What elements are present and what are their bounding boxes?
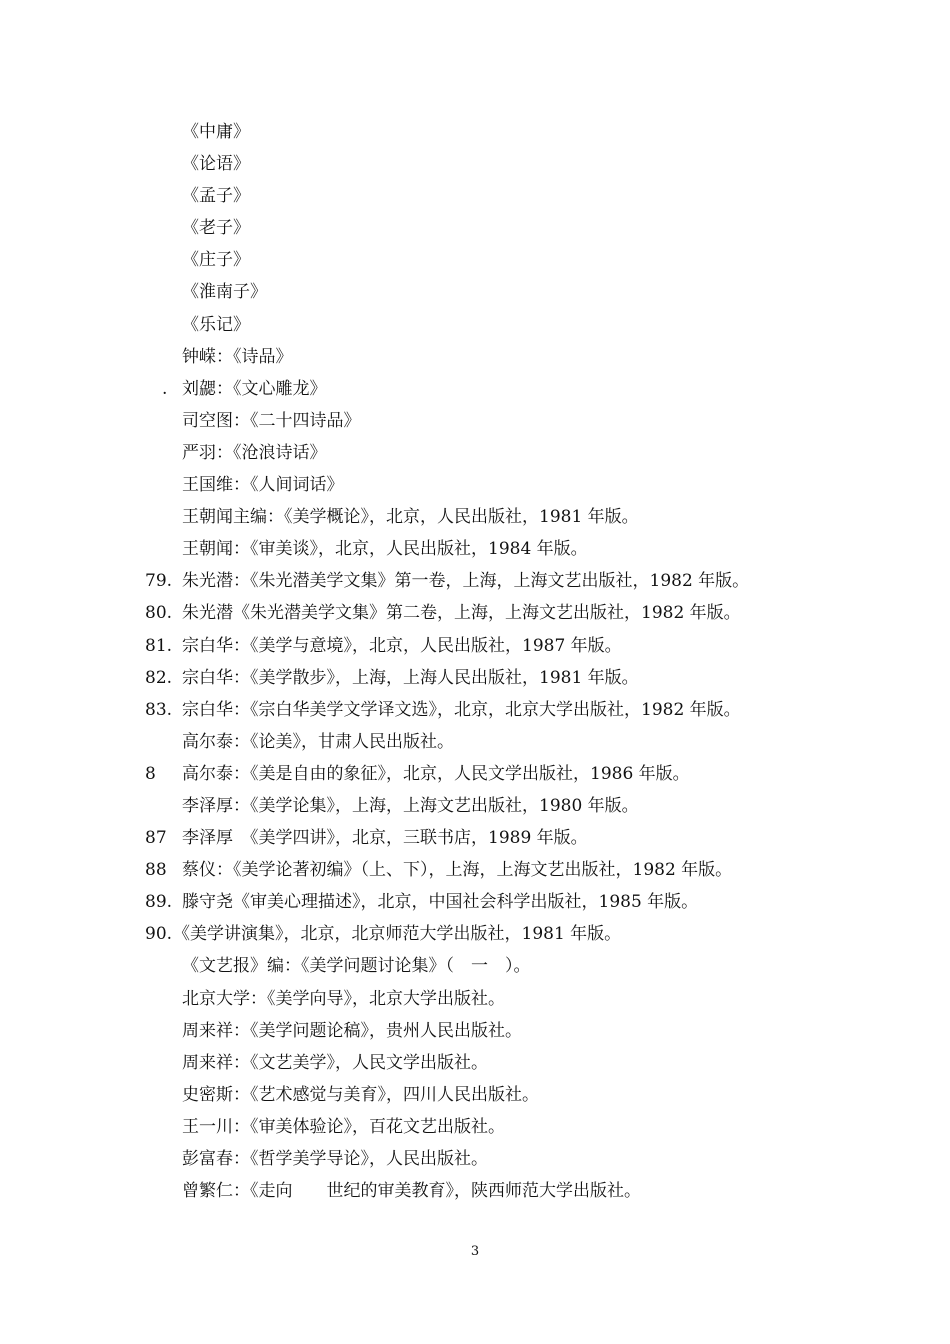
reference-list <box>0 116 950 1207</box>
item-text: 王一川：《审美体验论》，百花文艺出版社。 <box>182 1116 505 1137</box>
item-text: 钟嵘：《诗品》 <box>182 346 293 367</box>
list-item <box>0 341 950 373</box>
item-text: 宗白华：《宗白华美学文学译文选》，北京，北京大学出版社，1982 年版。 <box>182 699 741 720</box>
list-item <box>0 180 950 212</box>
list-item <box>0 790 950 822</box>
item-text: 王朝闻主编：《美学概论》，北京，人民出版社，1981 年版。 <box>182 507 639 528</box>
item-text: 司空图：《二十四诗品》 <box>182 410 361 431</box>
item-text: 彭富春：《哲学美学导论》，人民出版社。 <box>182 1149 488 1169</box>
item-text: 宗白华：《美学与意境》，北京，人民出版社，1987 年版。 <box>182 635 622 656</box>
item-number: . <box>162 378 168 399</box>
list-item <box>0 886 950 918</box>
item-text: 《文艺报》编：《美学问题讨论集》（ 一 ）。 <box>182 956 531 977</box>
item-number: 82. <box>145 667 173 688</box>
item-text: 宗白华：《美学散步》，上海，上海人民出版社，1981 年版。 <box>182 667 639 688</box>
item-text: 北京大学：《美学向导》，北京大学出版社。 <box>182 988 505 1009</box>
list-item <box>0 437 950 469</box>
list-item <box>0 148 950 180</box>
item-text: 刘勰：《文心雕龙》 <box>182 378 327 399</box>
item-text: 《乐记》 <box>182 314 250 335</box>
list-item <box>0 726 950 758</box>
item-text: 蔡仪：《美学论著初编》（上、下），上海，上海文艺出版社，1982 年版。 <box>182 860 733 881</box>
item-number: 79. <box>145 571 173 592</box>
item-text: 《中庸》 <box>182 122 250 142</box>
list-item <box>0 1143 950 1175</box>
item-text: 高尔泰：《论美》，甘肃人民出版社。 <box>182 731 454 752</box>
list-item <box>0 1015 950 1047</box>
list-item <box>0 694 950 726</box>
item-text: 滕守尧《审美心理描述》，北京，中国社会科学出版社，1985 年版。 <box>182 892 699 913</box>
list-item <box>0 662 950 694</box>
list-item <box>0 405 950 437</box>
item-number: 81. <box>145 635 173 656</box>
item-text: 周来祥：《美学问题论稿》，贵州人民出版社。 <box>182 1020 522 1041</box>
item-number: 90. <box>145 924 173 945</box>
list-item <box>0 983 950 1015</box>
item-text: 周来祥：《文艺美学》，人民文学出版社。 <box>182 1052 488 1073</box>
list-item <box>0 950 950 982</box>
list-item <box>0 116 950 148</box>
item-text: 朱光潜《朱光潜美学文集》第二卷，上海，上海文艺出版社，1982 年版。 <box>182 603 741 624</box>
item-number: 89. <box>145 892 173 913</box>
list-item <box>0 212 950 244</box>
list-item <box>0 276 950 308</box>
list-item <box>0 533 950 565</box>
item-number: 80. <box>145 603 173 624</box>
item-text: 《美学讲演集》，北京，北京师范大学出版社，1981 年版。 <box>173 924 622 945</box>
list-item <box>0 918 950 950</box>
list-item <box>0 1047 950 1079</box>
list-item <box>0 758 950 790</box>
item-text: 《老子》 <box>182 218 250 239</box>
list-item <box>0 630 950 662</box>
item-text: 朱光潜：《朱光潜美学文集》第一卷，上海，上海文艺出版社，1982 年版。 <box>182 571 750 592</box>
item-text: 曾繁仁：《走向 世纪的审美教育》，陕西师范大学出版社。 <box>182 1181 641 1202</box>
list-item <box>0 597 950 629</box>
item-text: 《庄子》 <box>182 250 250 271</box>
item-text: 《论语》 <box>182 154 250 175</box>
list-item <box>0 244 950 276</box>
item-number: 88 <box>145 860 167 881</box>
list-item <box>0 565 950 597</box>
list-item <box>0 1079 950 1111</box>
item-text: 王国维：《人间词话》 <box>182 475 344 496</box>
item-text: 严羽：《沧浪诗话》 <box>182 442 327 463</box>
item-text: 《淮南子》 <box>182 282 267 303</box>
item-number: 83. <box>145 699 173 720</box>
item-text: 史密斯：《艺术感觉与美育》，四川人民出版社。 <box>182 1084 539 1105</box>
item-text: 王朝闻：《审美谈》，北京，人民出版社，1984 年版。 <box>182 539 588 560</box>
list-item <box>0 309 950 341</box>
list-item <box>0 469 950 501</box>
item-text: 李泽厚：《美学论集》，上海，上海文艺出版社，1980 年版。 <box>182 795 639 816</box>
list-item <box>0 854 950 886</box>
list-item <box>0 373 950 405</box>
page-number: 3 <box>470 1244 480 1259</box>
list-item <box>0 501 950 533</box>
item-text: 李泽厚 《美学四讲》，北京，三联书店，1989 年版。 <box>182 828 588 849</box>
item-number: 8 <box>145 763 156 784</box>
item-text: 高尔泰：《美是自由的象征》，北京，人民文学出版社，1986 年版。 <box>182 763 690 784</box>
list-item <box>0 822 950 854</box>
item-text: 《孟子》 <box>182 186 250 207</box>
list-item <box>0 1111 950 1143</box>
item-number: 87 <box>145 828 167 849</box>
list-item <box>0 1175 950 1207</box>
